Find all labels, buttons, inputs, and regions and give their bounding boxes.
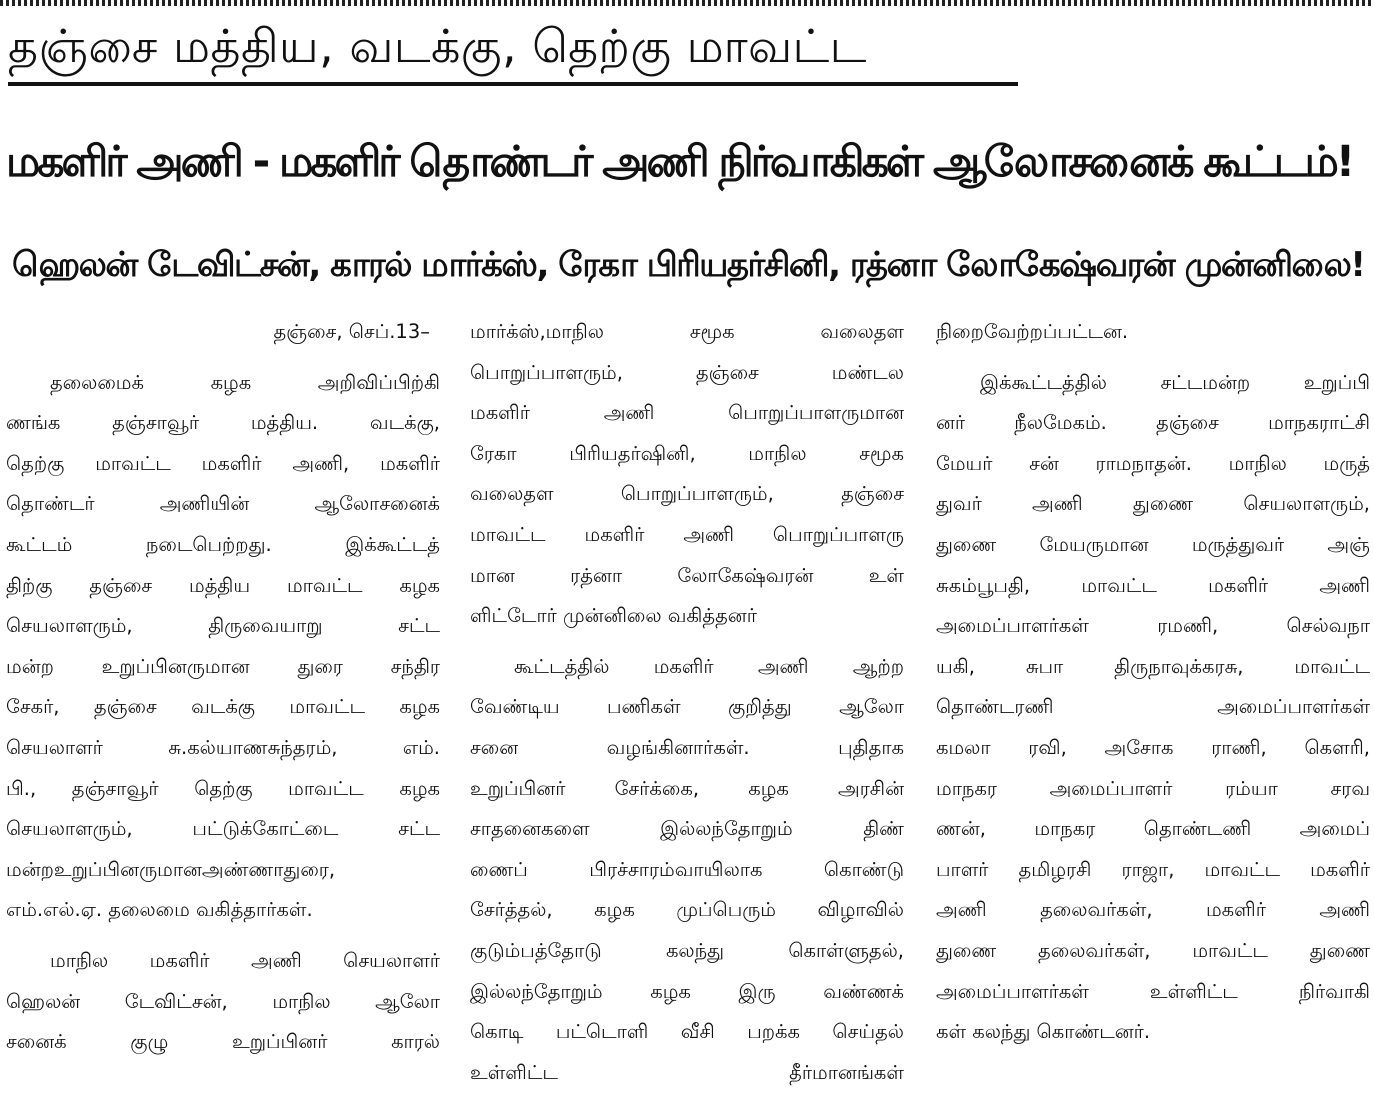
body-line: சனைக் குழு உறுப்பினர் காரல் bbox=[6, 1030, 440, 1054]
body-line: மாநில மகளிர் அணி செயலாளர் bbox=[50, 948, 440, 972]
body-line: ஹெலன் டேவிட்சன், மாநில ஆலோ bbox=[6, 989, 440, 1013]
body-line: ணங்க தஞ்சாவூர் மத்திய. வடக்கு, bbox=[6, 411, 440, 435]
body-line: செயலாளரும், திருவையாறு சட்ட bbox=[6, 614, 440, 638]
body-line: னர் நீலமேகம். தஞ்சை மாநகராட்சி bbox=[936, 411, 1370, 435]
body-line: உறுப்பினர் சேர்க்கை, கழக அரசின் bbox=[470, 776, 904, 800]
body-line: ரேகா பிரியதர்ஷினி, மாநில சமூக bbox=[470, 441, 904, 465]
body-line: அமைப்பாளர்கள் உள்ளிட்ட நிர்வாகி bbox=[936, 979, 1370, 1003]
body-line: எம்.எல்.ஏ. தலைமை வகித்தார்கள். bbox=[6, 898, 313, 922]
body-line: மான ரத்னா லோகேஷ்வரன் உள் bbox=[470, 563, 904, 587]
body-line: சேர்த்தல், கழக முப்பெரும் விழாவில் bbox=[470, 898, 904, 922]
body-line: கூட்டம் நடைபெற்றது. இக்கூட்டத் bbox=[6, 532, 440, 556]
body-line: செயலாளர் சு.கல்யாணசுந்தரம், எம். bbox=[6, 735, 440, 759]
headline: மகளிர் அணி - மகளிர் தொண்டர் அணி நிர்வாகிகள் ஆலோசனைக் கூட்டம்! bbox=[6, 138, 1353, 187]
body-line: உள்ளிட்ட தீர்மானங்கள் bbox=[470, 1060, 904, 1084]
body-line: அமைப்பாளர்கள் ரமணி, செல்வநா bbox=[936, 614, 1370, 638]
body-line: பி., தஞ்சாவூர் தெற்கு மாவட்ட கழக bbox=[6, 776, 440, 800]
body-line: இக்கூட்டத்தில் சட்டமன்ற உறுப்பி bbox=[980, 370, 1370, 394]
body-line: செயலாளரும், பட்டுக்கோட்டை சட்ட bbox=[6, 817, 440, 841]
body-line: துவர் அணி துணை செயலாளரும், bbox=[936, 492, 1370, 516]
body-line: மாவட்ட மகளிர் அணி பொறுப்பாளரு bbox=[470, 522, 904, 546]
body-line: மகளிர் அணி பொறுப்பாளருமான bbox=[470, 401, 904, 425]
body-line: துணை மேயருமான மருத்துவர் அஞ் bbox=[936, 532, 1370, 556]
body-line: மார்க்ஸ்,மாநில சமூக வலைதள bbox=[470, 320, 904, 343]
subheadline: ஹெலன் டேவிட்சன், காரல் மார்க்ஸ், ரேகா பிரியதர்சினி, ரத்னா லோகேஷ்வரன் முன்னிலை! bbox=[12, 245, 1365, 285]
body-line: தலைமைக் கழக அறிவிப்பிற்கி bbox=[50, 370, 440, 394]
body-line: துணை தலைவர்கள், மாவட்ட துணை bbox=[936, 938, 1370, 962]
body-line: மேயர் சன் ராமநாதன். மாநில மருத் bbox=[936, 451, 1370, 475]
body-line: இல்லந்தோறும் கழக இரு வண்ணக் bbox=[470, 979, 904, 1003]
body-line: கமலா ரவி, அசோக ராணி, கௌரி, bbox=[936, 735, 1370, 759]
article-column-1 bbox=[6, 312, 440, 1054]
body-line: மன்ற உறுப்பினருமான துரை சந்திர bbox=[6, 654, 440, 678]
body-line: தொண்டரணி அமைப்பாளர்கள் bbox=[936, 695, 1370, 719]
article-column-3 bbox=[936, 312, 1370, 1044]
body-line: கள் கலந்து கொண்டனர். bbox=[936, 1020, 1151, 1044]
body-line: மாநகர அமைப்பாளர் ரம்யா சரவ bbox=[936, 776, 1370, 800]
body-line: வேண்டிய பணிகள் குறித்து ஆலோ bbox=[470, 695, 904, 719]
body-line: குடும்பத்தோடு கலந்து கொள்ளுதல், bbox=[470, 938, 904, 962]
article-column-2 bbox=[470, 312, 904, 1084]
body-line: பாளர் தமிழரசி ராஜா, மாவட்ட மகளிர் bbox=[936, 857, 1370, 881]
top-border-rule bbox=[0, 0, 1374, 6]
body-line: அணி தலைவர்கள், மகளிர் அணி bbox=[936, 898, 1370, 922]
body-line: சுகம்பூபதி, மாவட்ட மகளிர் அணி bbox=[936, 573, 1370, 597]
body-line: சனை வழங்கினார்கள். புதிதாக bbox=[470, 735, 904, 759]
body-line: யகி, சுபா திருநாவுக்கரசு, மாவட்ட bbox=[936, 654, 1370, 678]
body-line: சாதனைகளை இல்லந்தோறும் திண் bbox=[470, 817, 904, 841]
body-line: வலைதள பொறுப்பாளரும், தஞ்சை bbox=[470, 482, 904, 506]
dateline: தஞ்சை, செப்.13– bbox=[273, 320, 430, 343]
body-line: திற்கு தஞ்சை மத்திய மாவட்ட கழக bbox=[6, 573, 440, 597]
body-line: கொடி பட்டொளி வீசி பறக்க செய்தல் bbox=[470, 1020, 904, 1044]
body-line: மன்றஉறுப்பினருமானஅண்ணாதுரை, bbox=[6, 857, 336, 881]
body-line: பொறுப்பாளரும், தஞ்சை மண்டல bbox=[470, 360, 904, 384]
body-line: ணன், மாநகர தொண்டணி அமைப் bbox=[936, 817, 1370, 841]
body-line: தெற்கு மாவட்ட மகளிர் அணி, மகளிர் bbox=[6, 451, 440, 475]
body-line: கூட்டத்தில் மகளிர் அணி ஆற்ற bbox=[514, 654, 904, 678]
body-line: ணைப் பிரச்சாரம்வாயிலாக கொண்டு bbox=[470, 857, 904, 881]
body-line: ளிட்டோர் முன்னிலை வகித்தனர் bbox=[470, 604, 757, 628]
body-line: தொண்டர் அணியின் ஆலோசனைக் bbox=[6, 492, 440, 516]
kicker-heading: தஞ்சை மத்திய, வடக்கு, தெற்கு மாவட்ட bbox=[8, 14, 1018, 86]
body-line: சேகர், தஞ்சை வடக்கு மாவட்ட கழக bbox=[6, 695, 440, 719]
body-line: நிறைவேற்றப்பட்டன. bbox=[936, 320, 1129, 343]
